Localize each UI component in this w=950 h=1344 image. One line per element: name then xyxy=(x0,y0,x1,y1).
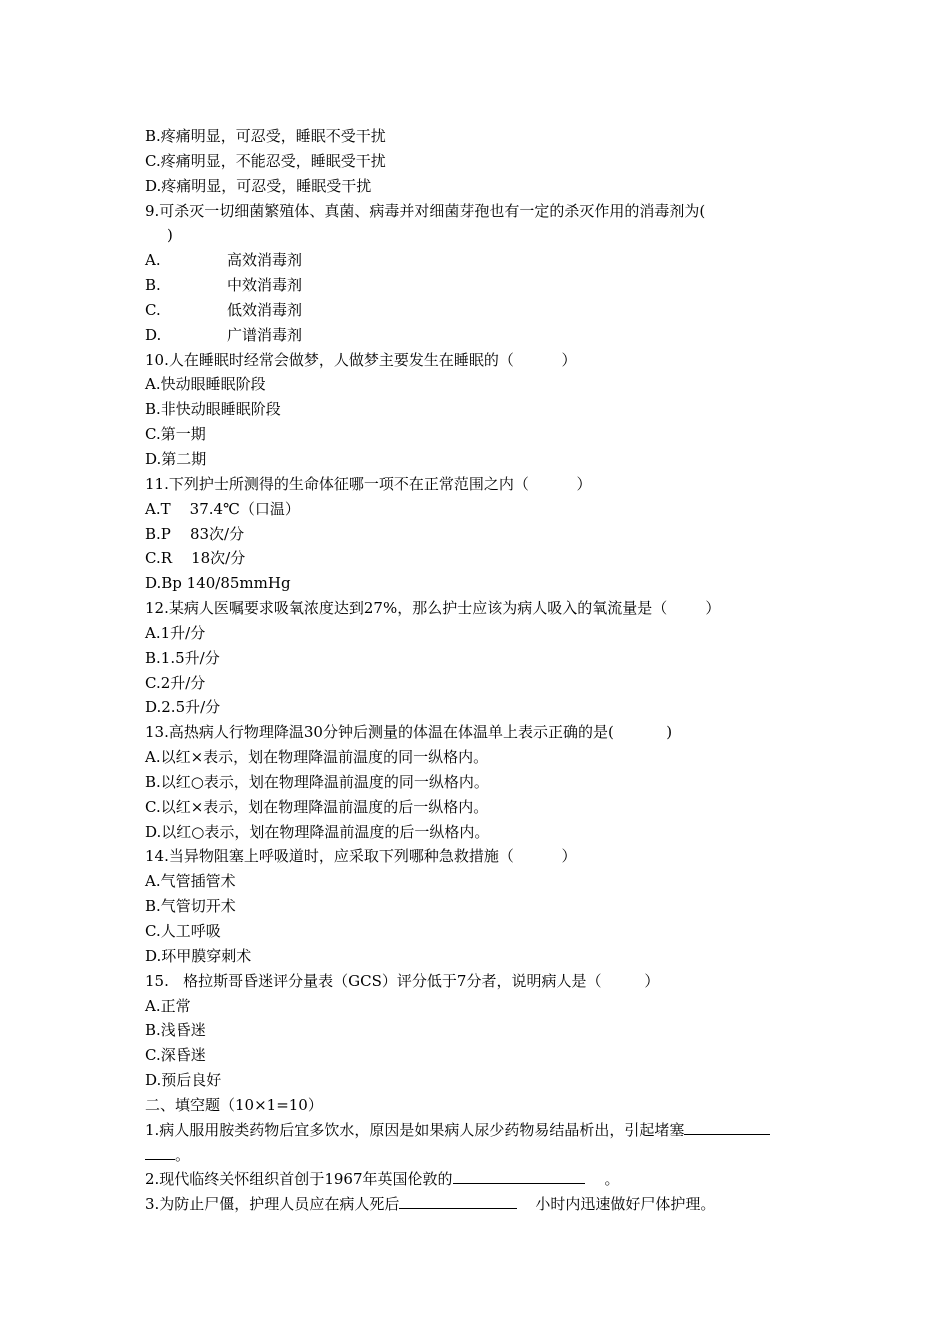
q13-option-a: A.以红×表示，划在物理降温前温度的同一纵格内。 xyxy=(145,748,489,767)
q14-option-d: D.环甲膜穿刺术 xyxy=(145,946,252,965)
q14-option-b: B.气管切开术 xyxy=(145,897,236,916)
q13-option-d: D.以红○表示，划在物理降温前温度的后一纵格内。 xyxy=(145,822,490,841)
q9-option-a xyxy=(145,248,835,273)
q8-option-b: B.疼痛明显，可忍受，睡眠不受干扰 xyxy=(145,127,386,145)
answer-blank xyxy=(453,1168,585,1184)
fill-blank-2-end: 。 xyxy=(604,1170,620,1189)
q12-option-c: C.2升/分 xyxy=(145,673,206,692)
answer-blank xyxy=(399,1193,517,1209)
q8-option-c: C.疼痛明显，不能忍受，睡眠受干扰 xyxy=(145,151,386,170)
q12-option-b: B.1.5升/分 xyxy=(145,648,220,667)
q13-stem: 13.高热病人行物理降温30分钟后测量的体温在体温单上表示正确的是( ) xyxy=(145,723,673,742)
q10-option-c: C.第一期 xyxy=(145,425,206,444)
q9-stem: 9.可杀灭一切细菌繁殖体、真菌、病毒并对细菌芽孢也有一定的杀灭作用的消毒剂为( xyxy=(145,201,706,220)
option-label: A. xyxy=(145,251,161,270)
option-text: 低效消毒剂 xyxy=(227,300,303,319)
q10-option-b: B.非快动眼睡眠阶段 xyxy=(145,400,281,419)
q11-option-c: C.R 18次/分 xyxy=(145,549,246,568)
q9-option-c xyxy=(145,298,835,323)
fill-blank-2-text: 2.现代临终关怀组织首创于1967年英国伦敦的 xyxy=(145,1170,453,1189)
q12-option-a: A.1升/分 xyxy=(145,623,206,642)
option-label: D. xyxy=(145,325,162,344)
q11-option-b: B.P 83次/分 xyxy=(145,524,245,543)
option-text: 高效消毒剂 xyxy=(227,251,303,270)
document-page xyxy=(145,124,835,1217)
q8-option-d: D.疼痛明显，可忍受，睡眠受干扰 xyxy=(145,176,372,195)
fill-blank-3-text: 3.为防止尸僵，护理人员应在病人死后 xyxy=(145,1195,400,1214)
q10-option-d: D.第二期 xyxy=(145,449,207,468)
option-text: 广谱消毒剂 xyxy=(227,325,303,344)
fill-blank-1-continuation xyxy=(145,1143,835,1168)
fill-blank-3-end: 小时内迅速做好尸体护理。 xyxy=(535,1195,716,1214)
q14-option-c: C.人工呼吸 xyxy=(145,922,221,940)
q9-option-b xyxy=(145,273,835,298)
option-text: 中效消毒剂 xyxy=(227,276,303,295)
q12-option-d: D.2.5升/分 xyxy=(145,698,221,717)
q10-option-a: A.快动眼睡眠阶段 xyxy=(145,375,266,394)
fill-blank-2 xyxy=(145,1167,835,1192)
q10-stem: 10.人在睡眠时经常会做梦，人做梦主要发生在睡眠的（ ） xyxy=(145,350,577,369)
q11-stem: 11.下列护士所测得的生命体征哪一项不在正常范围之内（ ） xyxy=(145,474,592,493)
fill-blank-1 xyxy=(145,1118,835,1143)
option-label: B. xyxy=(145,276,161,295)
q9-stem-continuation: ) xyxy=(167,226,173,245)
q11-option-a: A.T 37.4℃（口温） xyxy=(145,499,300,518)
q9-option-d xyxy=(145,323,835,348)
q15-option-d: D.预后良好 xyxy=(145,1071,222,1090)
q13-option-b: B.以红○表示，划在物理降温前温度的同一纵格内。 xyxy=(145,772,489,791)
answer-blank xyxy=(684,1119,770,1135)
q15-option-b: B.浅昏迷 xyxy=(145,1021,206,1040)
section-2-title: 二、填空题（10×1=10） xyxy=(145,1095,323,1114)
fill-blank-1-end: 。 xyxy=(175,1145,191,1164)
q14-stem: 14.当异物阻塞上呼吸道时，应采取下列哪种急救措施（ ） xyxy=(145,847,577,866)
q12-stem: 12.某病人医嘱要求吸氧浓度达到27%，那么护士应该为病人吸入的氧流量是（ ） xyxy=(145,599,721,618)
answer-blank xyxy=(145,1144,175,1160)
q15-stem: 15. 格拉斯哥昏迷评分量表（GCS）评分低于7分者，说明病人是（ ） xyxy=(145,971,660,990)
q15-option-c: C.深昏迷 xyxy=(145,1046,206,1065)
option-label: C. xyxy=(145,300,161,319)
q13-option-c: C.以红×表示，划在物理降温前温度的后一纵格内。 xyxy=(145,797,489,816)
fill-blank-1-text: 1.病人服用胺类药物后宜多饮水，原因是如果病人尿少药物易结晶析出，引起堵塞 xyxy=(145,1120,685,1139)
fill-blank-3 xyxy=(145,1192,835,1217)
q14-option-a: A.气管插管术 xyxy=(145,872,236,891)
q15-option-a: A.正常 xyxy=(145,996,191,1015)
q11-option-d: D.Bp 140/85mmHg xyxy=(145,574,291,593)
